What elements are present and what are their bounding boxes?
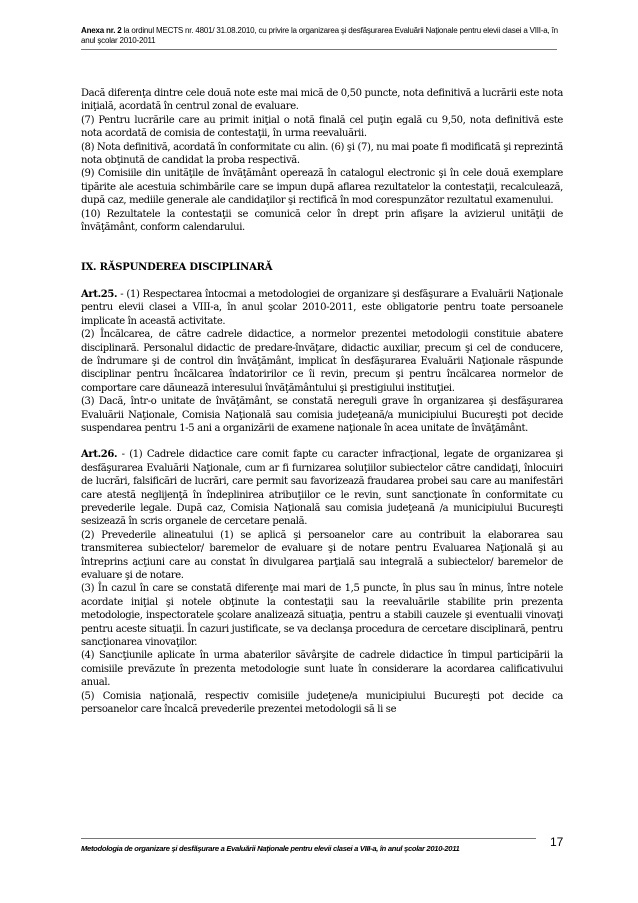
paragraph: (4) Sancţiunile aplicate în urma abaterilor săvârşite de cadrele didactice în timpul participării la comisiile prevăzute în prezenta metodologie sunt luate în considerare la acordarea calificativului anual. (81, 650, 563, 689)
footer-divider (81, 838, 536, 839)
header-divider (81, 49, 557, 50)
paragraph: (2) Prevederile alineatului (1) se aplică şi persoanelor care au contribuit la elaborarea sau transmiterea subiectelor/ baremelor de evaluare şi de notare pentru Evaluarea Naţională şi au întreprins acţiuni care au constat în divulgarea parţială sau integrală a subiectelor/ baremelor de evaluare şi de notare. (81, 529, 563, 581)
article-25-lead (81, 288, 563, 328)
page-footer: Metodologia de organizare şi desfăşurare a Evaluării Naţionale pentru elevii clasei a VIII-a, în anul şcolar 2010-2011 (81, 844, 460, 853)
article-25-label: Art.25. (81, 288, 118, 300)
article-26-text: - (1) Cadrele didactice care comit fapte cu caracter infracţional, legate de organizarea şi desfăşurarea Evaluării Naţionale, cum ar fi furnizarea soluţiilor subiectelor către candidaţi, înlocuiri de lucrări, falsificări de lucrări, care permit sau favorizează fraudarea probei sau care au manifestări care atestă neglijenţă în îndeplinirea atribuţiilor ce le revin, sunt sancţionate în conformitate cu prevederile legale. După caz, Comisia Naţională sau comisia judeţeană /a municipiului Bucureşti sesizează în scris organele de cercetare penală. (81, 449, 563, 528)
article-25-text: - (1) Respectarea întocmai a metodologiei de organizare şi desfăşurare a Evaluării Naţionale pentru elevii clasei a VIII-a, în anul şcolar 2010-2011, este obligatorie pentru toate persoanele implicate în această activitate. (81, 288, 563, 327)
article-26-label: Art.26. (81, 449, 118, 461)
paragraph: (3) În cazul în care se constată diferenţe mai mari de 1,5 puncte, în plus sau în minus, între notele acordate iniţial şi notele obţinute la contestaţii sau la reevaluările stabilite prin prezenta metodologie, inspectoratele şcolare analizează situaţia, pentru a stabili cauzele şi eventualii vinovaţi pentru aceste situaţii. În cazuri justificate, se va declanşa procedura de cercetare disciplinară, pentru sancţionarea vinovaţilor. (81, 583, 563, 649)
paragraph: (3) Dacă, într-o unitate de învăţământ, se constată nereguli grave în organizarea şi desfăşurarea Evaluării Naţionale, Comisia Naţională sau comisia judeţeană/a municipiului Bucureşti pot decide suspendarea pentru 1-5 ani a organizării de examene naţionale în acea unitate de învăţământ. (81, 396, 563, 434)
page-header (81, 26, 561, 46)
paragraph: (8) Nota definitivă, acordată în conformitate cu alin. (6) şi (7), nu mai poate fi modificată şi reprezintă nota obţinută de candidat la proba respectivă. (81, 141, 563, 167)
paragraph: (9) Comisiile din unităţile de învăţământ operează în catalogul electronic şi în cele două exemplare tipărite ale acestuia schimbările care se impun după aflarea rezultatelor la contestaţii, recalculează, după caz, mediile generale ale candidaţilor şi rectifică în mod corespunzător rezultatul examenului. (81, 168, 563, 207)
paragraph: (7) Pentru lucrările care au primit iniţial o notă finală cel puţin egală cu 9,50, nota definitivă este nota acordată de comisia de contestaţii, în urma reevaluării. (81, 114, 563, 140)
page-number: 17 (550, 835, 564, 849)
header-label: Anexa nr. 2 (81, 26, 122, 35)
paragraph: (2) Încălcarea, de către cadrele didactice, a normelor prezentei metodologii constituie abatere disciplinară. Personalul didactic de predare-învăţare, didactic auxiliar, precum şi cel de conducere, de îndrumare şi de control din învăţământ, implicat în desfăşurarea Evaluării Naţionale răspunde disciplinar pentru încălcarea îndatoririlor ce îi revin, precum şi pentru încălcarea normelor de comportare care dăunează interesului învăţământului şi prestigiului instituţiei. (81, 329, 563, 394)
header-text: la ordinul MECTS nr. 4801/ 31.08.2010, cu privire la organizarea şi desfăşurarea Evaluării Naţionale pentru elevii clasei a VIII-a, în anul şcolar 2010-2011 (81, 26, 558, 45)
paragraph: Dacă diferenţa dintre cele două note este mai mică de 0,50 puncte, nota definitivă a lucrării este nota iniţială, acordată în centrul zonal de evaluare. (81, 88, 563, 113)
document-body (81, 87, 563, 716)
article-26-lead (81, 448, 563, 528)
paragraph: (5) Comisia naţională, respectiv comisiile judeţene/a municipiului Bucureşti pot decide ca persoanelor care încalcă prevederile prezentei metodologii să li se (81, 690, 563, 716)
section-title: IX. RĂSPUNDEREA DISCIPLINARĂ (81, 262, 273, 274)
paragraph: (10) Rezultatele la contestaţii se comunică celor în drept prin afişare la avizierul unităţii de învăţământ, conform calendarului. (81, 208, 563, 234)
